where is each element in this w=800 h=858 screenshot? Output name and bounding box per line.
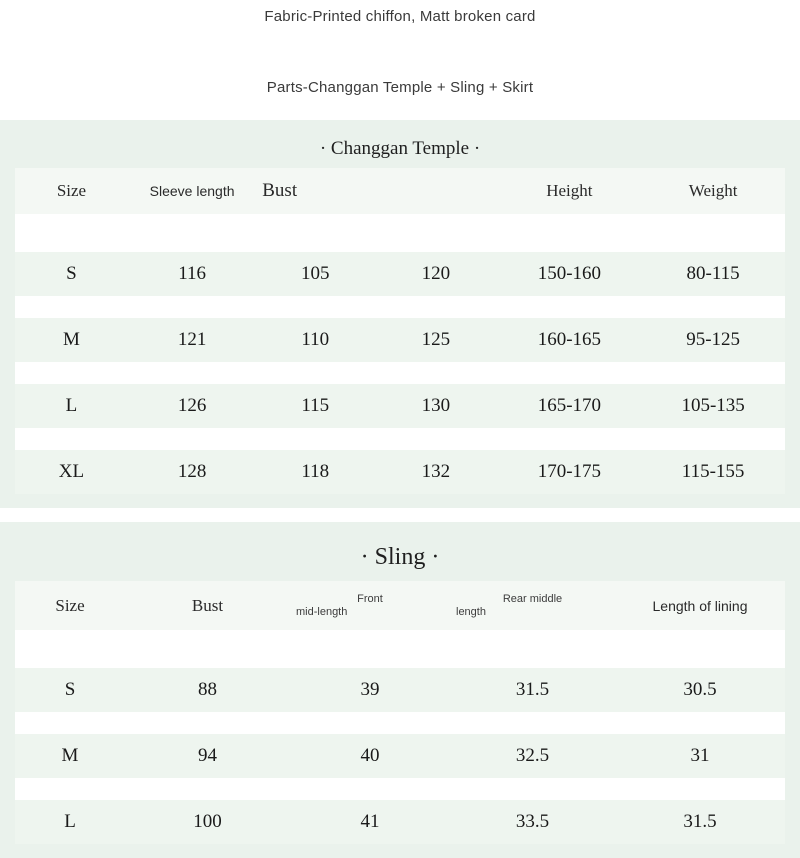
cell-sleeve-length: 126 xyxy=(128,384,256,428)
cell-weight: 80-115 xyxy=(641,252,785,296)
table-row xyxy=(15,384,785,428)
column-header-blank xyxy=(374,168,497,214)
table-row xyxy=(15,318,785,362)
cell-rear-middle-length: 31.5 xyxy=(450,668,615,712)
cell-sleeve-length: 128 xyxy=(128,450,256,494)
row-spacer xyxy=(15,778,785,800)
cell-length-of-lining: 31.5 xyxy=(615,800,785,844)
cell-size: XL xyxy=(15,450,128,494)
cell-rear-middle-length: 33.5 xyxy=(450,800,615,844)
column-header-bust: Bust xyxy=(256,168,374,214)
cell-bust: 94 xyxy=(125,734,290,778)
cell-extra: 132 xyxy=(374,450,497,494)
cell-sleeve-length: 116 xyxy=(128,252,256,296)
table-row xyxy=(15,800,785,844)
cell-bust: 105 xyxy=(256,252,374,296)
cell-height: 170-175 xyxy=(498,450,642,494)
table-header-row-2 xyxy=(15,581,785,630)
cell-weight: 105-135 xyxy=(641,384,785,428)
table-header-row-1 xyxy=(15,168,785,214)
column-header-rear-middle-length xyxy=(450,581,615,630)
cell-size: S xyxy=(15,252,128,296)
cell-bust: 100 xyxy=(125,800,290,844)
cell-front-mid-length: 41 xyxy=(290,800,450,844)
size-table-sling xyxy=(15,581,785,844)
cell-length-of-lining: 30.5 xyxy=(615,668,785,712)
cell-front-mid-length: 40 xyxy=(290,734,450,778)
cell-rear-middle-length: 32.5 xyxy=(450,734,615,778)
cell-sleeve-length: 121 xyxy=(128,318,256,362)
column-header-weight: Weight xyxy=(641,168,785,214)
column-header-front-mid-length xyxy=(290,581,450,630)
section-1-title: · Changgan Temple · xyxy=(319,138,481,159)
cell-size: M xyxy=(15,734,125,778)
cell-size: M xyxy=(15,318,128,362)
cell-bust: 88 xyxy=(125,668,290,712)
column-header-size: Size xyxy=(15,168,128,214)
cell-extra: 120 xyxy=(374,252,497,296)
row-spacer xyxy=(15,630,785,668)
table-row xyxy=(15,252,785,296)
column-header-rear-middle-length-line1: Rear middle xyxy=(502,593,563,605)
section-2-title: · Sling · xyxy=(360,544,440,570)
cell-bust: 118 xyxy=(256,450,374,494)
row-spacer xyxy=(15,428,785,450)
cell-bust: 115 xyxy=(256,384,374,428)
row-spacer xyxy=(15,712,785,734)
column-header-front-mid-length-line1: Front xyxy=(357,593,383,605)
cell-front-mid-length: 39 xyxy=(290,668,450,712)
table-row xyxy=(15,668,785,712)
row-spacer xyxy=(15,214,785,252)
parts-description: Parts-Changgan Temple + Sling + Skirt xyxy=(266,79,534,96)
table-row xyxy=(15,450,785,494)
fabric-description: Fabric-Printed chiffon, Matt broken card xyxy=(264,8,536,25)
cell-extra: 130 xyxy=(374,384,497,428)
cell-extra: 125 xyxy=(374,318,497,362)
cell-weight: 115-155 xyxy=(641,450,785,494)
cell-weight: 95-125 xyxy=(641,318,785,362)
column-header-size: Size xyxy=(15,581,125,630)
column-header-length-of-lining: Length of lining xyxy=(615,581,785,630)
cell-bust: 110 xyxy=(256,318,374,362)
cell-size: S xyxy=(15,668,125,712)
cell-height: 165-170 xyxy=(498,384,642,428)
row-spacer xyxy=(15,362,785,384)
row-spacer xyxy=(15,296,785,318)
section-sling xyxy=(0,522,800,858)
column-header-front-mid-length-line2: mid-length xyxy=(296,605,348,618)
cell-length-of-lining: 31 xyxy=(615,734,785,778)
cell-size: L xyxy=(15,800,125,844)
column-header-rear-middle-length-line2: length xyxy=(456,605,486,618)
column-header-height: Height xyxy=(498,168,642,214)
column-header-bust: Bust xyxy=(125,581,290,630)
section-changgan-temple xyxy=(0,120,800,508)
cell-height: 150-160 xyxy=(498,252,642,296)
size-table-changgan-temple xyxy=(15,168,785,494)
cell-size: L xyxy=(15,384,128,428)
section-divider xyxy=(0,508,800,522)
table-row xyxy=(15,734,785,778)
column-header-sleeve-length: Sleeve length xyxy=(128,168,256,214)
cell-height: 160-165 xyxy=(498,318,642,362)
